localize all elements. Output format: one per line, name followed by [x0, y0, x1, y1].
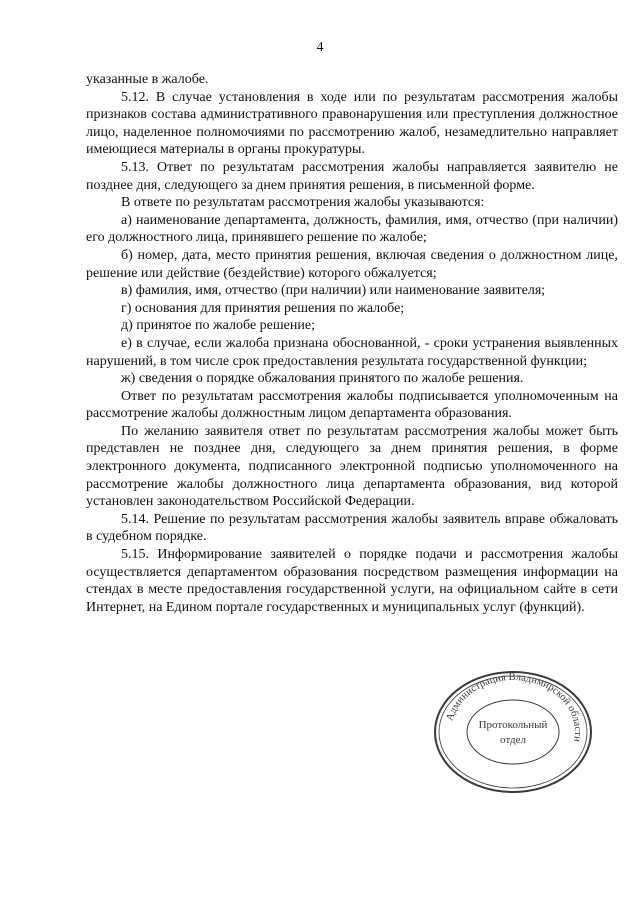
paragraph: 5.14. Решение по результатам рассмотрения жалобы заявитель вправе обжаловать в судебном порядке.	[86, 511, 618, 545]
paragraph: 5.13. Ответ по результатам рассмотрения жалобы направляется заявителю не позднее дня, следующего за днем принятия решения, в письменной форме.	[86, 159, 618, 193]
stamp-ring-text: Администрация Владимирской области	[444, 671, 584, 743]
paragraph: 5.12. В случае установления в ходе или по результатам рассмотрения жалобы признаков состава административного правонарушения или преступления должностное лицо, наделенное полномочиями по рассмотрению жалоб, незамедлительно направляет имеющиеся материалы в органы прокуратуры.	[86, 89, 618, 158]
stamp-center-line-1: Протокольный	[478, 719, 548, 731]
paragraph: а) наименование департамента, должность, фамилия, имя, отчество (при наличии) его должностного лица, принявшего решение по жалобе;	[86, 212, 618, 246]
paragraph: д) принятое по жалобе решение;	[121, 318, 315, 334]
stamp-outer-ring	[435, 672, 591, 792]
paragraph: В ответе по результатам рассмотрения жалобы указываются:	[121, 195, 485, 211]
paragraph: Ответ по результатам рассмотрения жалобы подписывается уполномоченным на рассмотрение жалобы должностным лицом департамента образования.	[86, 388, 618, 422]
paragraph: ж) сведения о порядке обжалования принятого по жалобе решения.	[121, 371, 524, 387]
stamp-center-ring	[467, 700, 559, 764]
paragraph: в) фамилия, имя, отчество (при наличии) или наименование заявителя;	[121, 283, 546, 299]
document-body	[86, 71, 618, 616]
paragraph: По желанию заявителя ответ по результатам рассмотрения жалобы может быть представлен не позднее дня, следующего за днем принятия решения, в форме электронного документа, подписанного электронной подписью уполномоченного на рассмотрение жалобы должностного лица департамента образования, вид которой установлен законодательством Российской Федерации.	[86, 423, 618, 510]
paragraph: е) в случае, если жалоба признана обоснованной, - сроки устранения выявленных нарушений, в том числе срок предоставления результата государственной функции;	[86, 335, 618, 369]
paragraph: г) основания для принятия решения по жалобе;	[121, 300, 405, 316]
paragraph: 5.15. Информирование заявителей о порядке подачи и рассмотрения жалобы осуществляется департаментом образования посредством размещения информации на стендах в месте предоставления государственной услуги, на официальном сайте в сети Интернет, на Едином портале государственных и муниципальных услуг (функций).	[86, 547, 618, 615]
stamp	[428, 668, 598, 796]
page-number: 4	[316, 40, 324, 55]
paragraph: б) номер, дата, место принятия решения, включая сведения о должностном лице, решение или действие (бездействие) которого обжалуется;	[86, 247, 618, 281]
stamp-center-line-2: отдел	[500, 734, 526, 746]
paragraph: указанные в жалобе.	[86, 72, 209, 87]
